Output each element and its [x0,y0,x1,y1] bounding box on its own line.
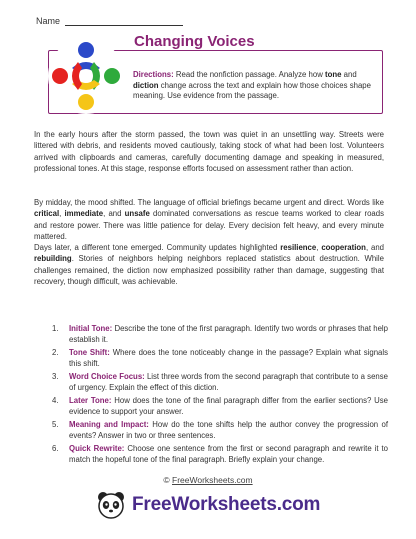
footer-link[interactable] [0,475,416,485]
question-item [52,444,388,465]
question-text: List three words from the second paragraph that contribute to a sense of urgency. Explain the effect of this diction. [69,372,388,392]
question-item [52,324,388,345]
p3-text-a: Days later, a different tone emerged. Community updates highlighted [34,243,278,252]
question-text: Where does the tone noticeably change in the passage? Explain what signals this shift. [69,348,388,368]
question-item [52,420,388,441]
question-item [52,396,388,417]
question-title: Meaning and Impact: [69,420,149,429]
question-list [52,324,388,468]
p2-text-d: dominated conversations as rescue teams worked to clear roads and restore power. There was little patience for delay. Every decision felt heavy, and every minute mattered. [34,209,385,241]
directions-keyword-diction: diction [133,80,159,90]
p3-keyword-rebuilding: rebuilding [34,254,72,264]
question-title: Later Tone: [69,396,112,405]
p2-keyword-critical: critical [34,209,60,219]
question-text: Choose one sentence from the first or second paragraph and rewrite it to match the hopeful tone of the final paragraph. Briefly explain your change. [69,444,388,464]
question-text: How do the tone shifts help the author convey the progression of events? Answer in two or three sentences. [69,420,388,440]
directions-label: Directions: [133,70,174,79]
p3-text-b: , [316,243,319,252]
question-title: Initial Tone: [69,324,113,333]
question-title: Tone Shift: [69,348,110,357]
directions-text-1: Read the nonfiction passage. Analyze how [175,70,323,79]
brand-logo [96,490,320,520]
question-title: Word Choice Focus: [69,372,145,381]
page-title: Changing Voices [130,33,259,50]
question-text: How does the tone of the final paragraph differ from the earlier sections? Use evidence to support your answer. [69,396,389,416]
question-item [52,372,388,393]
question-number: 6. [52,444,59,453]
brand-name: FreeWorksheets.com [132,494,321,515]
passage-paragraph-2 [34,197,384,242]
copyright-symbol: © [163,475,170,485]
name-field[interactable] [65,16,183,26]
question-item [52,348,388,369]
question-number: 4. [52,396,59,405]
people-circle-logo-icon [46,36,126,116]
directions-text-2: and [343,70,357,79]
directions-text-3: change across the text and explain how those choices shape meaning. Use evidence from the passage. [133,80,371,100]
p3-text-c: , and [365,243,385,252]
question-text: Describe the tone of the first paragraph. Identify two words or phrases that help establish it. [69,324,389,344]
p2-text-a: By midday, the mood shifted. The language of official briefings became urgent and direct. Words like [34,198,384,207]
question-title: Quick Rewrite: [69,444,125,453]
p3-keyword-resilience: resilience [280,243,317,252]
p2-keyword-unsafe: unsafe [124,209,150,219]
p2-text-c: , and [103,209,122,219]
directions [133,70,373,102]
p3-keyword-cooperation: cooperation [321,243,366,252]
p2-keyword-immediate: immediate [64,209,104,219]
name-label: Name [36,16,61,26]
question-number: 5. [52,420,59,429]
question-number: 3. [52,372,59,381]
passage-paragraph-1: In the early hours after the storm passed, the town was quiet in an unsettling way. Streets were littered with debris, and residents moved cautiously, taking stock of what had been lost. Volunteers arrived with clipboards and cameras, carefully documenting damage and speaking in measured, professional tones. At this stage, response efforts focused on assessment rather than action. [34,130,384,173]
passage-paragraph-3 [34,242,384,287]
directions-keyword-tone: tone [325,70,342,79]
question-number: 1. [52,324,59,333]
panda-icon [96,490,126,520]
footer-link-text[interactable]: FreeWorksheets.com [172,475,253,485]
p2-text-b: , [59,209,62,219]
question-number: 2. [52,348,59,357]
name-row [36,16,183,26]
p3-text-d: . Stories of neighbors helping neighbors replaced statistics about destruction. While challenges remained, the diction now emphasized possibility rather than damage, suggesting that recovery, though difficult, was achievable. [34,254,384,286]
